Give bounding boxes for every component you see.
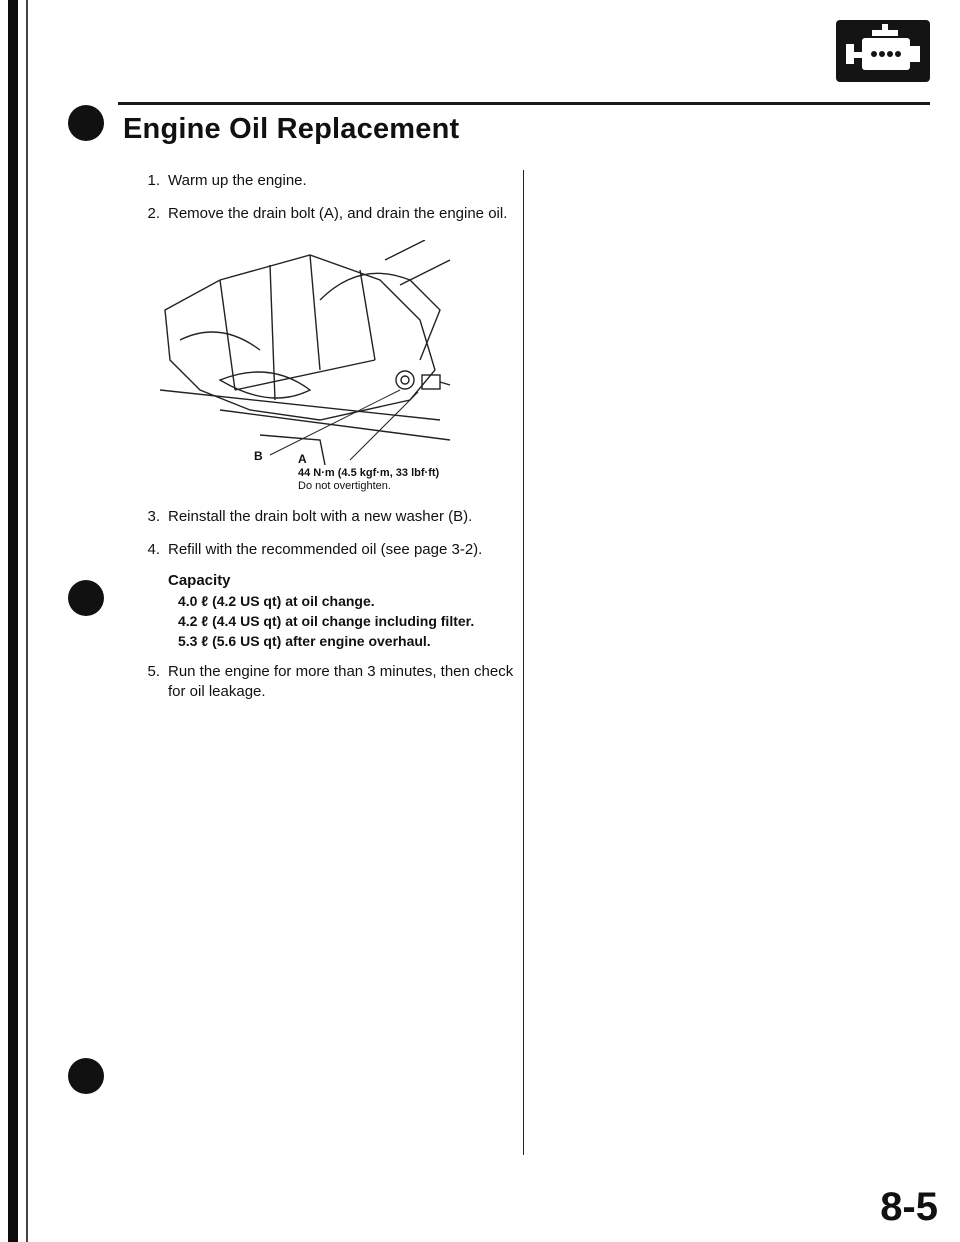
- punch-hole: [68, 105, 104, 141]
- step-5: 5. Run the engine for more than 3 minutes, then check: [147, 663, 514, 680]
- capacity-line: 4.0 ℓ (4.2 US qt) at oil change.: [178, 593, 375, 609]
- punch-hole: [68, 1058, 104, 1094]
- step-2: 2. Remove the drain bolt (A), and drain the engine oil.: [147, 205, 508, 222]
- step-1: 1. Warm up the engine.: [147, 172, 307, 189]
- page-number: 8-5: [880, 1185, 938, 1229]
- capacity-heading: Capacity: [168, 572, 231, 589]
- capacity-line: 4.2 ℓ (4.4 US qt) at oil change including filter.: [178, 613, 475, 629]
- callout-a: A: [298, 452, 307, 466]
- callout-b: B: [254, 449, 263, 463]
- header-rule: [118, 102, 930, 105]
- binding-edge-line: [26, 0, 28, 1242]
- step-4: 4. Refill with the recommended oil (see page 3-2).: [147, 541, 483, 558]
- page-title: Engine Oil Replacement: [123, 113, 460, 145]
- step-5-continued: for oil leakage.: [168, 683, 266, 700]
- torque-spec: 44 N·m (4.5 kgf·m, 33 lbf·ft): [298, 467, 440, 479]
- punch-hole: [68, 580, 104, 616]
- engine-icon: [836, 20, 930, 82]
- step-3: 3. Reinstall the drain bolt with a new washer (B).: [147, 508, 473, 525]
- column-divider: [523, 170, 524, 1155]
- binding-edge: [8, 0, 18, 1242]
- drain-bolt-illustration: [160, 240, 460, 470]
- capacity-line: 5.3 ℓ (5.6 US qt) after engine overhaul.: [178, 633, 431, 649]
- torque-note: Do not overtighten.: [298, 480, 391, 492]
